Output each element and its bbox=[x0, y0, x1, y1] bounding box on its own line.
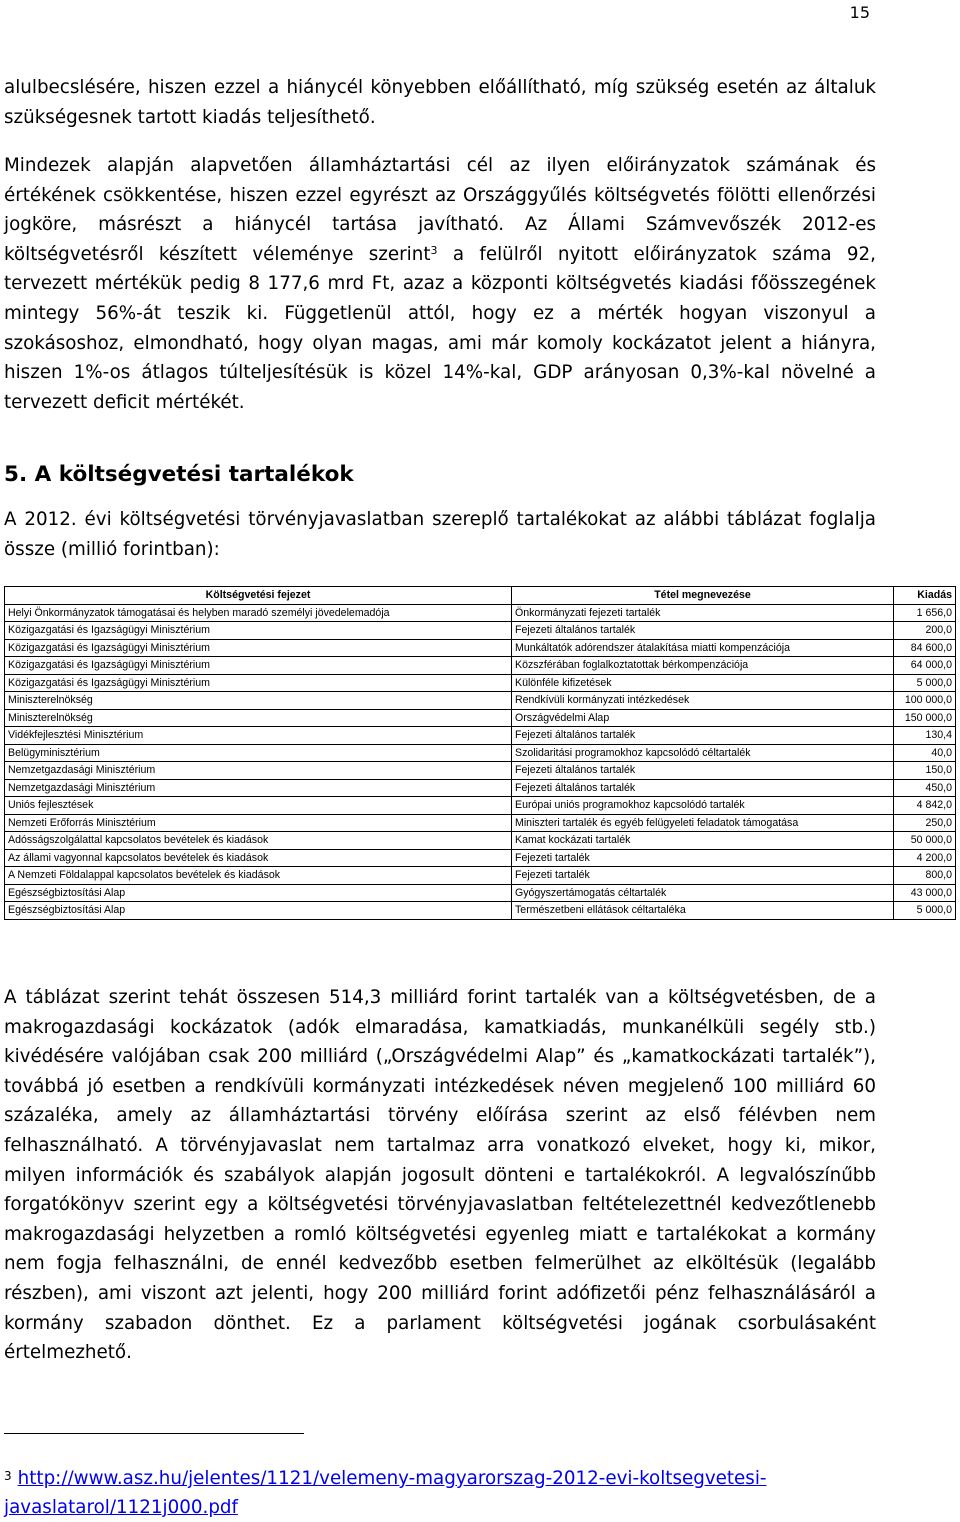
paragraph-conclusion: A táblázat szerint tehát összesen 514,3 milliárd forint tartalék van a költségvetésben, de a makrogazdasági kockázatok (adók elmaradása, kamatkiadás, munkanélküli segély stb.) kivédésére valójában csak 200 milliárd („Országvédelmi Alap” és „kamatkockázati tartalék”), továbbá jó esetben a rendkívüli kormányzati intézkedések néven megjelenő 100 milliárd 60 százaléka, amely az államháztartási törvény előírása szerint az első félévben nem felhasználható. A törvényjavaslat nem tartalmaz arra vonatkozó elveket, hogy ki, mikor, milyen információk és szabályok alapján jogosult dönteni e tartalékokról. A legvalószínűbb forgatókönyv szerint egy a költségvetési törvényjavaslatban feltételezettnél kedvezőtlenebb makrogazdasági helyzetben a romló költségvetési egyenleg miatt e tartalékokat a kormány nem fogja felhasználni, de ennél kedvezőbb esetben felmerülhet az elköltésük (legalább részben), ami viszont azt jelenti, hogy 200 milliárd forint adófizetői pénz felhasználásáról a kormány szabadon dönthet. Ez a parlament költségvetési jogának csorbulásaként értelmezhető. bbox=[4, 987, 876, 1364]
table-row bbox=[5, 744, 956, 762]
footnote-link[interactable]: http://www.asz.hu/jelentes/1121/velemeny-magyarorszag-2012-evi-koltsegvetesi-javaslatarol/1121j000.pdf bbox=[4, 1468, 767, 1518]
table-row bbox=[5, 902, 956, 920]
table-row bbox=[5, 762, 956, 780]
cell-chapter: Egészségbiztosítási Alap bbox=[5, 902, 512, 920]
cell-expenditure: 1 656,0 bbox=[894, 604, 956, 622]
footnote-number: 3 bbox=[4, 1469, 12, 1483]
paragraph-intro: alulbecslésére, hiszen ezzel a hiánycél könyebben előállítható, míg szükség esetén az általuk szükségesnek tartott kiadás teljesíthető. bbox=[4, 77, 876, 128]
table-row bbox=[5, 709, 956, 727]
footnote bbox=[4, 1462, 874, 1522]
cell-chapter: Helyi Önkormányzatok támogatásai és helyben maradó személyi jövedelemadója bbox=[5, 604, 512, 622]
table-row bbox=[5, 867, 956, 885]
cell-expenditure: 50 000,0 bbox=[894, 832, 956, 850]
cell-item: Európai uniós programokhoz kapcsolódó tartalék bbox=[512, 797, 894, 815]
cell-item: Fejezeti általános tartalék bbox=[512, 779, 894, 797]
table-row bbox=[5, 779, 956, 797]
cell-chapter: Adósságszolgálattal kapcsolatos bevételek és kiadások bbox=[5, 832, 512, 850]
table-row bbox=[5, 727, 956, 745]
table-row bbox=[5, 884, 956, 902]
cell-chapter: Miniszterelnökség bbox=[5, 709, 512, 727]
table-row bbox=[5, 797, 956, 815]
cell-chapter: Belügyminisztérium bbox=[5, 744, 512, 762]
table-row bbox=[5, 604, 956, 622]
cell-chapter: Közigazgatási és Igazságügyi Minisztérium bbox=[5, 674, 512, 692]
cell-chapter: Miniszterelnökség bbox=[5, 692, 512, 710]
cell-expenditure: 5 000,0 bbox=[894, 902, 956, 920]
cell-expenditure: 84 600,0 bbox=[894, 639, 956, 657]
cell-expenditure: 130,4 bbox=[894, 727, 956, 745]
cell-expenditure: 250,0 bbox=[894, 814, 956, 832]
cell-item: Fejezeti általános tartalék bbox=[512, 727, 894, 745]
cell-item: Miniszteri tartalék és egyéb felügyeleti feladatok támogatása bbox=[512, 814, 894, 832]
cell-item: Munkáltatók adórendszer átalakítása miatti kompenzációja bbox=[512, 639, 894, 657]
cell-chapter: Egészségbiztosítási Alap bbox=[5, 884, 512, 902]
table-row bbox=[5, 849, 956, 867]
cell-item: Önkormányzati fejezeti tartalék bbox=[512, 604, 894, 622]
table-body bbox=[5, 604, 956, 919]
cell-expenditure: 100 000,0 bbox=[894, 692, 956, 710]
footnote-separator bbox=[4, 1433, 304, 1434]
footnote-reference[interactable]: 3 bbox=[430, 243, 438, 257]
paragraph-assessment-part2: a felülről nyitott előirányzatok száma 92, tervezett mértékük pedig 8 177,6 mrd Ft, azaz a központi költségvetés kiadási főösszegének mintegy 56%-át teszik ki. Függetlenül attól, hogy ez a mérték hogyan viszonyul a szokásoshoz, elmondható, hogy olyan magas, ami már komoly kockázatot jelent a hiányra, hiszen 1%-os átlagos túlteljesítésük is közel 14%-kal, GDP arányosan 0,3%-kal növelné a tervezett deficit mértékét. bbox=[4, 243, 876, 413]
cell-expenditure: 4 200,0 bbox=[894, 849, 956, 867]
cell-expenditure: 150,0 bbox=[894, 762, 956, 780]
paragraph-table-intro: A 2012. évi költségvetési törvényjavaslatban szereplő tartalékokat az alábbi táblázat foglalja össze (millió forintban): bbox=[4, 509, 876, 560]
cell-item: Természetbeni ellátások céltartaléka bbox=[512, 902, 894, 920]
table-row bbox=[5, 814, 956, 832]
cell-chapter: Nemzetgazdasági Minisztérium bbox=[5, 779, 512, 797]
cell-expenditure: 4 842,0 bbox=[894, 797, 956, 815]
cell-item: Fejezeti tartalék bbox=[512, 867, 894, 885]
cell-item: Közszférában foglalkoztatottak bérkompenzációja bbox=[512, 657, 894, 675]
cell-expenditure: 450,0 bbox=[894, 779, 956, 797]
cell-chapter: Közigazgatási és Igazságügyi Minisztérium bbox=[5, 639, 512, 657]
cell-item: Szolidaritási programokhoz kapcsolódó céltartalék bbox=[512, 744, 894, 762]
cell-expenditure: 150 000,0 bbox=[894, 709, 956, 727]
paragraph-assessment-part1: Mindezek alapján alapvetően államháztartási cél az ilyen előirányzatok számának és értékének csökkentése, hiszen ezzel egyrészt az Országgyűlés költségvetés fölötti ellenőrzési jogköre, másrészt a hiánycél tartása javítható. Az Állami Számvevőszék 2012-es költségvetésről készített véleménye szerint bbox=[4, 155, 876, 265]
cell-item: Gyógyszertámogatás céltartalék bbox=[512, 884, 894, 902]
column-header-expenditure: Kiadás bbox=[894, 587, 956, 605]
cell-expenditure: 64 000,0 bbox=[894, 657, 956, 675]
cell-expenditure: 800,0 bbox=[894, 867, 956, 885]
table-row bbox=[5, 692, 956, 710]
column-header-chapter: Költségvetési fejezet bbox=[5, 587, 512, 605]
reserves-table bbox=[4, 586, 956, 920]
cell-item: Fejezeti általános tartalék bbox=[512, 762, 894, 780]
cell-expenditure: 40,0 bbox=[894, 744, 956, 762]
table-header-row bbox=[5, 587, 956, 605]
cell-chapter: Vidékfejlesztési Minisztérium bbox=[5, 727, 512, 745]
cell-expenditure: 43 000,0 bbox=[894, 884, 956, 902]
table-row bbox=[5, 622, 956, 640]
paragraph-assessment bbox=[4, 151, 876, 417]
section-heading: 5. A költségvetési tartalékok bbox=[4, 462, 354, 487]
cell-chapter: Az állami vagyonnal kapcsolatos bevételek és kiadások bbox=[5, 849, 512, 867]
cell-item: Fejezeti tartalék bbox=[512, 849, 894, 867]
cell-chapter: Közigazgatási és Igazságügyi Minisztérium bbox=[5, 622, 512, 640]
table-row bbox=[5, 657, 956, 675]
table-row bbox=[5, 674, 956, 692]
cell-chapter: Közigazgatási és Igazságügyi Minisztérium bbox=[5, 657, 512, 675]
cell-item: Rendkívüli kormányzati intézkedések bbox=[512, 692, 894, 710]
cell-item: Különféle kifizetések bbox=[512, 674, 894, 692]
page-number: 15 bbox=[849, 3, 870, 22]
cell-chapter: A Nemzeti Földalappal kapcsolatos bevételek és kiadások bbox=[5, 867, 512, 885]
table-row bbox=[5, 832, 956, 850]
cell-chapter: Nemzetgazdasági Minisztérium bbox=[5, 762, 512, 780]
cell-chapter: Uniós fejlesztések bbox=[5, 797, 512, 815]
cell-item: Fejezeti általános tartalék bbox=[512, 622, 894, 640]
cell-item: Országvédelmi Alap bbox=[512, 709, 894, 727]
cell-chapter: Nemzeti Erőforrás Minisztérium bbox=[5, 814, 512, 832]
column-header-item: Tétel megnevezése bbox=[512, 587, 894, 605]
table-row bbox=[5, 639, 956, 657]
cell-expenditure: 200,0 bbox=[894, 622, 956, 640]
cell-expenditure: 5 000,0 bbox=[894, 674, 956, 692]
cell-item: Kamat kockázati tartalék bbox=[512, 832, 894, 850]
